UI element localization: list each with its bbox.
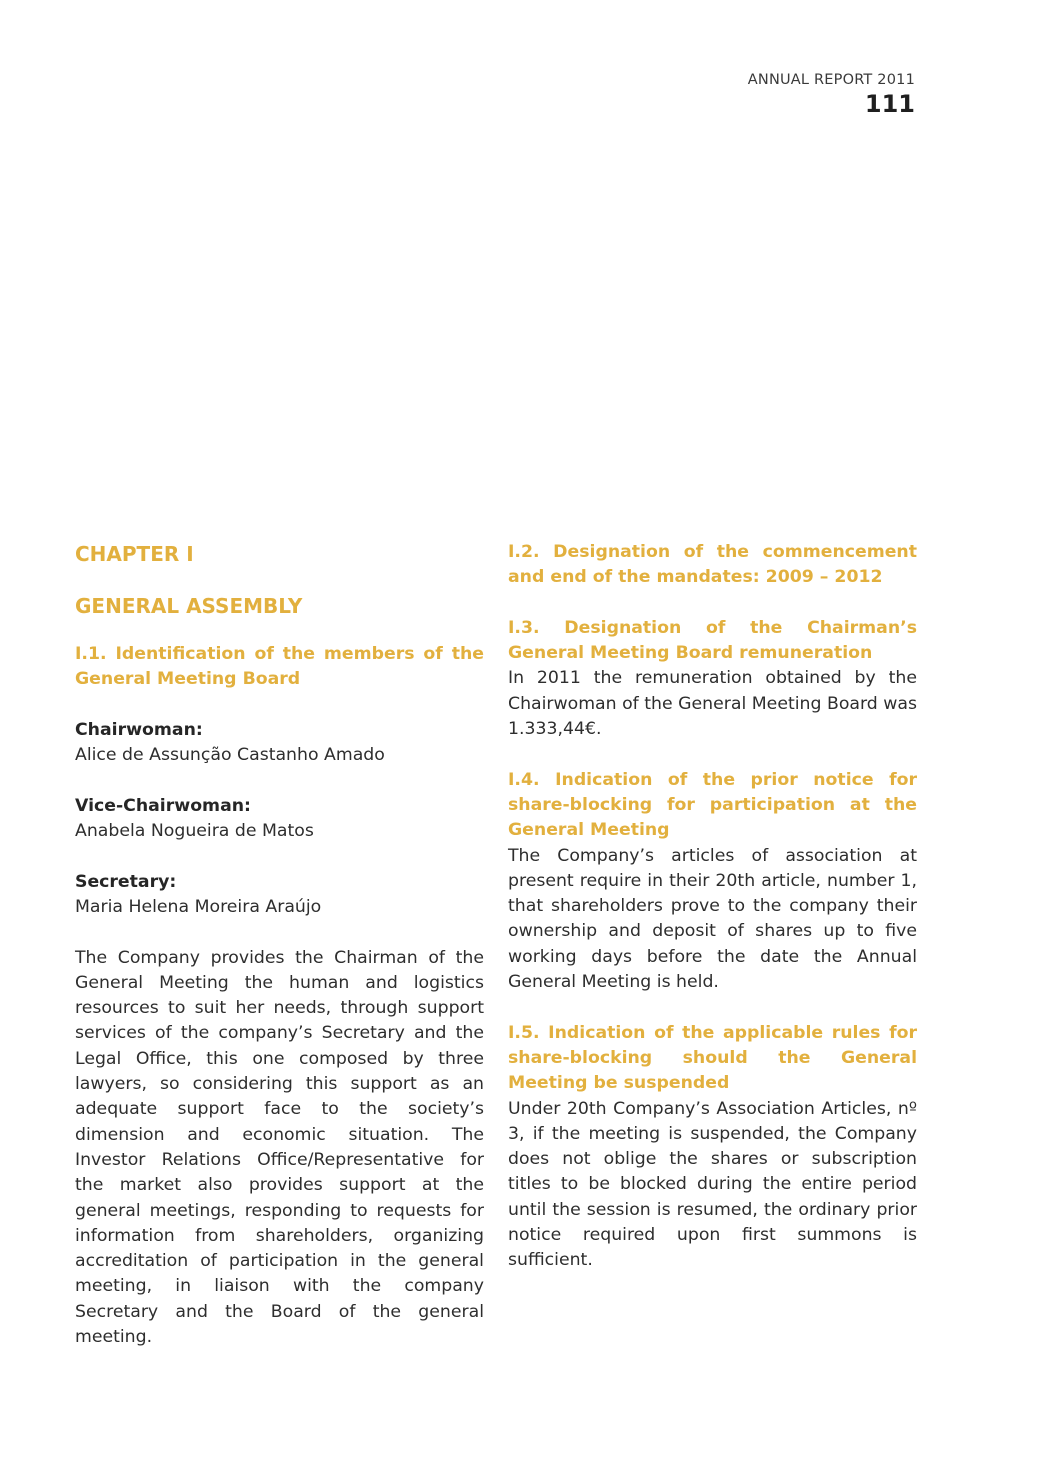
board-role-label: Vice-Chairwoman:	[75, 795, 251, 816]
chapter-title: CHAPTER I	[75, 542, 194, 566]
board-member-name: Anabela Nogueira de Matos	[75, 821, 314, 842]
board-member-chairwoman	[75, 718, 484, 769]
board-member-name: Alice de Assunção Castanho Amado	[75, 745, 385, 766]
right-column	[508, 540, 917, 1274]
report-title: ANNUAL REPORT 2011	[747, 72, 915, 88]
section-title: GENERAL ASSEMBLY	[75, 594, 303, 618]
suspension-rules-paragraph: Under 20th Company’s Association Articles, nº 3, if the meeting is suspended, the Company does not oblige the shares or subscription titles to be blocked during the entire period until the session is resumed, the ordinary prior notice required upon first summons is sufficient.	[508, 1098, 917, 1271]
subsection-heading-1-2: I.2. Designation of the commencement and end of the mandates: 2009 – 2012	[508, 542, 917, 588]
prior-notice-paragraph: The Company’s articles of association at present require in their 20th article, number 1, that shareholders prove to the company their ownership and deposit of shares up to five working days before the date the Annual General Meeting is held.	[508, 845, 917, 993]
board-member-name: Maria Helena Moreira Araújo	[75, 896, 322, 917]
subsection-heading-1-4: I.4. Indication of the prior notice for share-blocking for participation at the General Meeting	[508, 769, 917, 841]
board-member-vice-chairwoman	[75, 794, 484, 845]
left-column	[75, 540, 484, 1350]
subsection-heading-1-3: I.3. Designation of the Chairman’s General Meeting Board remuneration	[508, 617, 917, 664]
page-number: 111	[864, 90, 915, 118]
board-role-label: Chairwoman:	[75, 719, 203, 740]
board-member-secretary	[75, 870, 484, 921]
subsection-heading-1-5: I.5. Indication of the applicable rules for share-blocking should the General Meeting be suspended	[508, 1022, 917, 1094]
support-paragraph: The Company provides the Chairman of the General Meeting the human and logistics resources to suit her needs, through support services of the company’s Secretary and the Legal Office, this one composed by three lawyers, so considering this support as an adequate support face to the society’s dimension and economic situation. The Investor Relations Office/Representative for the market also provides support at the general meetings, responding to requests for information from shareholders, organizing accreditation of participation in the general meeting, in liaison with the company Secretary and the Board of the general meeting.	[75, 947, 484, 1348]
page-header	[748, 70, 915, 118]
subsection-heading-1-1: I.1. Identification of the members of the General Meeting Board	[75, 644, 484, 690]
remuneration-paragraph: In 2011 the remuneration obtained by the Chairwoman of the General Meeting Board was 1.333,44€.	[508, 668, 917, 740]
board-role-label: Secretary:	[75, 871, 177, 892]
